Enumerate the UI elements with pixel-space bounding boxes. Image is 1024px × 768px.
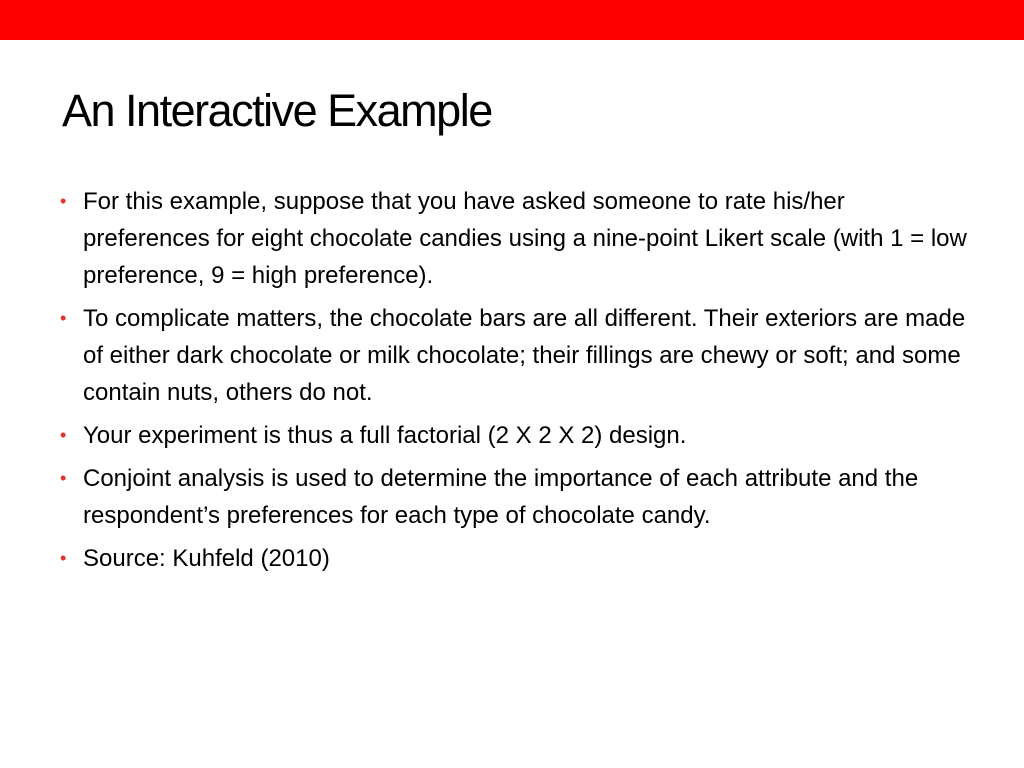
bullet-item: [60, 183, 975, 294]
bullet-item: [60, 300, 975, 411]
bullet-text: For this example, suppose that you have asked someone to rate his/her preferences for eight chocolate candies using a nine-point Likert scale (with 1 = low preference, 9 = high preference).: [83, 188, 967, 289]
bullet-dot-icon: •: [60, 308, 67, 328]
bullet-text: To complicate matters, the chocolate bars are all different. Their exteriors are made of either dark chocolate or milk chocolate; their fillings are chewy or soft; and some contain nuts, others do not.: [83, 305, 966, 406]
bullet-text: Conjoint analysis is used to determine the importance of each attribute and the respondent’s preferences for each type of chocolate candy.: [83, 465, 919, 529]
bullet-item: [60, 540, 975, 577]
bullet-dot-icon: •: [60, 191, 67, 211]
top-accent-bar: [0, 0, 1024, 40]
slide-title: An Interactive Example: [62, 85, 492, 136]
bullet-text: Your experiment is thus a full factorial (2 X 2 X 2) design.: [83, 422, 687, 449]
bullet-item: [60, 460, 975, 534]
bullet-item: [60, 417, 975, 454]
bullet-dot-icon: •: [60, 468, 67, 488]
bullet-dot-icon: •: [60, 425, 67, 445]
bullet-dot-icon: •: [60, 548, 67, 568]
bullet-text: Source: Kuhfeld (2010): [83, 545, 330, 572]
bullet-list: [60, 183, 975, 583]
